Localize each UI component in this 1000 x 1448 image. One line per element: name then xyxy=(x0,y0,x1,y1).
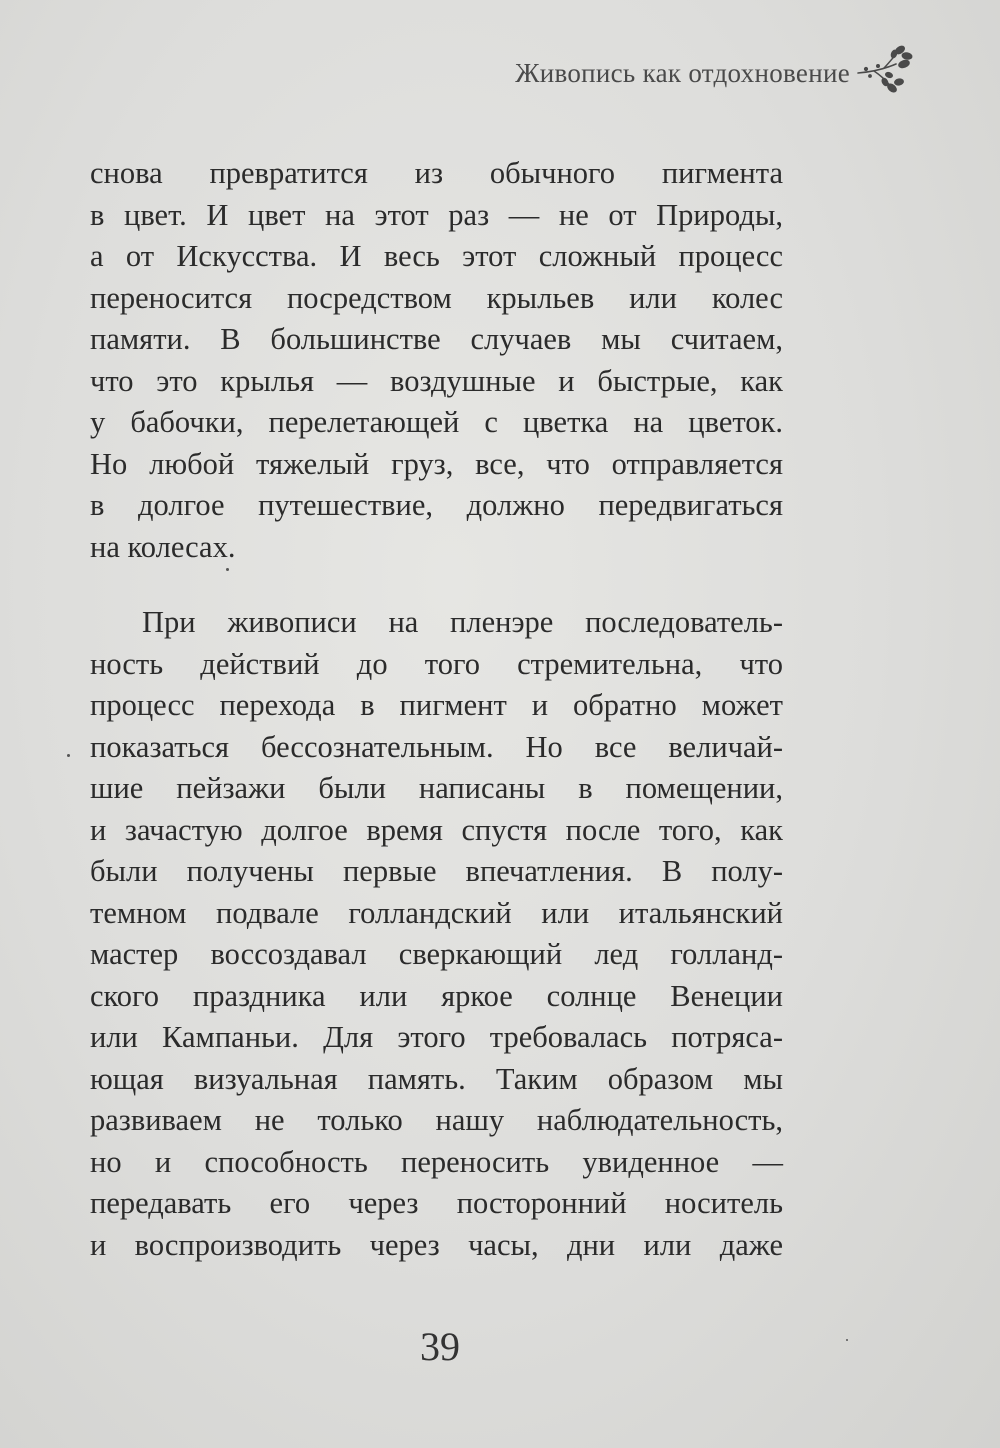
text-line: в долгое путешествие, должно передвигаться xyxy=(90,488,783,522)
text-line: на колесах. xyxy=(90,529,236,564)
text-line: памяти. В большинстве случаев мы считаем, xyxy=(90,322,783,356)
text-line: у бабочки, перелетающей с цветка на цветок. xyxy=(90,405,783,439)
paper-speck xyxy=(67,754,70,757)
text-line: Но любой тяжелый груз, все, что отправляется xyxy=(90,446,783,481)
text-line: ского праздника или яркое солнце Венеции xyxy=(90,978,783,1013)
text-line: шие пейзажи были написаны в помещении, xyxy=(90,771,783,805)
text-line: процесс перехода в пигмент и обратно может xyxy=(90,688,783,722)
text-line: в цвет. И цвет на этот раз — не от Природы, xyxy=(90,197,783,232)
text-line: показаться бессознательным. Но все величай- xyxy=(90,729,783,764)
text-line: были получены первые впечатления. В полу- xyxy=(90,854,783,888)
text-line: передавать его через посторонний носитель xyxy=(90,1186,783,1220)
text-line: или Кампаньи. Для этого требовалась потряса- xyxy=(90,1020,783,1054)
text-line: развиваем не только нашу наблюдательность, xyxy=(90,1103,783,1137)
text-line: а от Искусства. И весь этот сложный процесс xyxy=(90,239,783,273)
text-line: темном подвале голландский или итальянский xyxy=(90,895,783,930)
text-line: мастер воссоздавал сверкающий лед голланд- xyxy=(90,937,783,971)
page-number: 39 xyxy=(420,1324,460,1369)
running-head-title: Живопись как отдохновение xyxy=(515,58,850,88)
text-line: переносится посредством крыльев или колес xyxy=(90,280,783,315)
text-line: и воспроизводить через часы, дни или даже xyxy=(90,1227,783,1262)
text-line: снова превратится из обычного пигмента xyxy=(90,156,783,190)
text-line: и зачастую долгое время спустя после того, как xyxy=(90,812,783,847)
text-line: что это крылья — воздушные и быстрые, как xyxy=(90,363,783,398)
paper-speck xyxy=(846,1339,848,1341)
paper-speck xyxy=(226,568,229,571)
paragraph-2 xyxy=(90,602,783,1266)
text-line: При живописи на пленэре последователь- xyxy=(142,605,783,639)
text-line: ющая визуальная память. Таким образом мы xyxy=(90,1061,783,1096)
text-line: ность действий до того стремительна, что xyxy=(90,646,783,681)
text-line: но и способность переносить увиденное — xyxy=(90,1144,783,1179)
paragraph-1 xyxy=(90,153,783,568)
leaf-sprig-icon xyxy=(856,42,916,98)
